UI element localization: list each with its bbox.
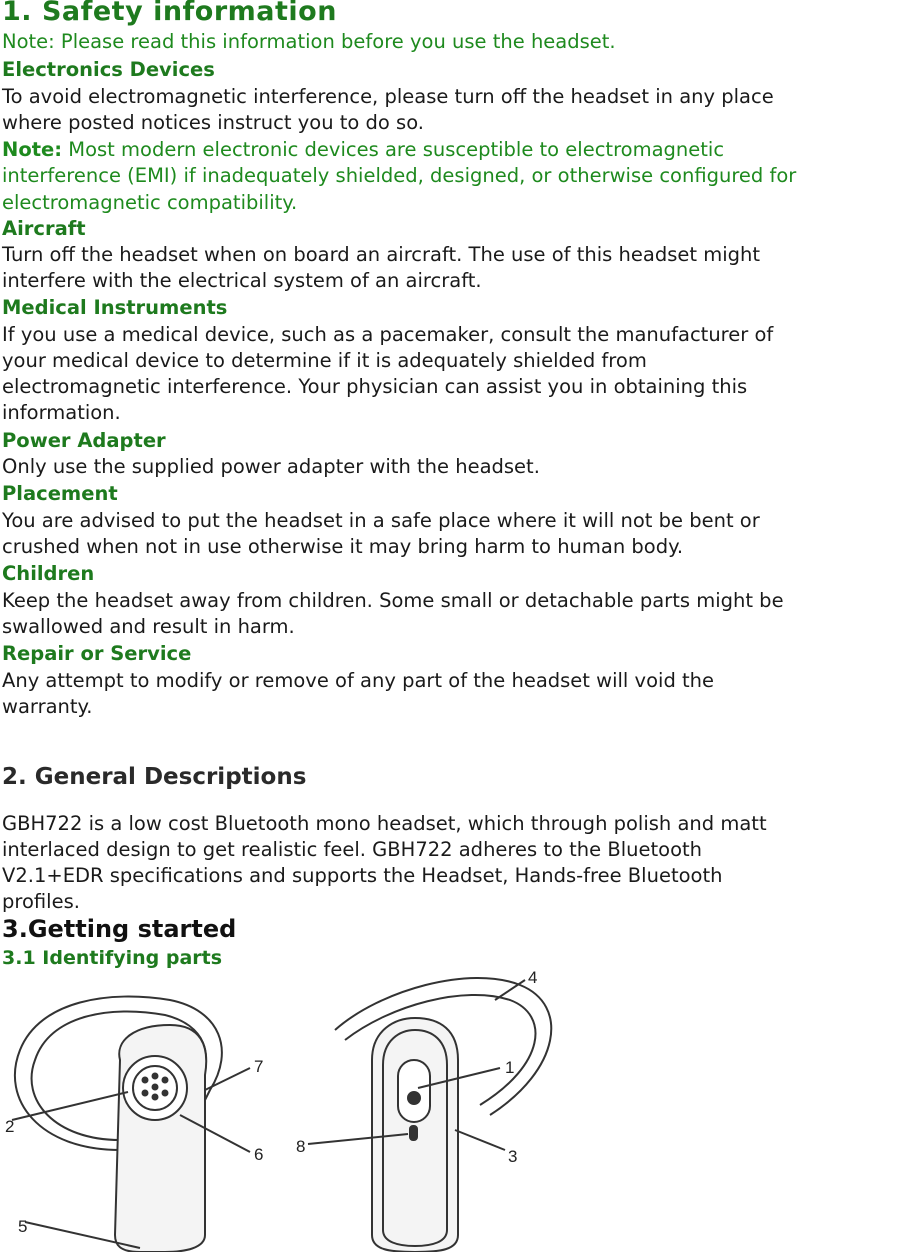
medical-text-1: If you use a medical device, such as a pacemaker, consult the manufacturer of bbox=[2, 323, 774, 346]
repair-text-1: Any attempt to modify or remove of any part of the headset will void the bbox=[2, 669, 715, 692]
placement-heading: Placement bbox=[2, 482, 118, 505]
placement-text-2: crushed when not in use otherwise it may bring harm to human body. bbox=[2, 535, 684, 558]
power-heading: Power Adapter bbox=[2, 429, 166, 452]
power-text-1: Only use the supplied power adapter with the headset. bbox=[2, 455, 540, 478]
general-text-2: interlaced design to get realistic feel. GBH722 adheres to the Bluetooth bbox=[2, 838, 703, 861]
callout-2: 2 bbox=[5, 1117, 15, 1136]
aircraft-text-1: Turn off the headset when on board an aircraft. The use of this headset might bbox=[2, 243, 760, 266]
medical-heading: Medical Instruments bbox=[2, 296, 228, 319]
headset-parts-diagram bbox=[0, 966, 898, 1252]
electronics-text-1: To avoid electromagnetic interference, please turn off the headset in any place bbox=[2, 85, 774, 108]
electronics-note-3: electromagnetic compatibility. bbox=[2, 191, 298, 214]
electronics-note-2: interference (EMI) if inadequately shielded, designed, or otherwise configured for bbox=[2, 164, 797, 187]
electronics-heading: Electronics Devices bbox=[2, 58, 215, 81]
callout-8: 8 bbox=[296, 1137, 306, 1156]
callout-5: 5 bbox=[18, 1217, 28, 1236]
section2-title: 2. General Descriptions bbox=[2, 764, 307, 790]
children-text-1: Keep the headset away from children. Some small or detachable parts might be bbox=[2, 589, 784, 612]
callout-6: 6 bbox=[254, 1145, 264, 1164]
aircraft-heading: Aircraft bbox=[2, 217, 86, 240]
electronics-note-1 bbox=[2, 137, 724, 163]
safety-note: Note: Please read this information before you use the headset. bbox=[2, 30, 616, 53]
electronics-note-label: Note: bbox=[2, 138, 63, 161]
general-text-4: profiles. bbox=[2, 890, 80, 913]
placement-text-1: You are advised to put the headset in a safe place where it will not be bent or bbox=[2, 509, 760, 532]
children-text-2: swallowed and result in harm. bbox=[2, 615, 295, 638]
repair-text-2: warranty. bbox=[2, 695, 93, 718]
medical-text-4: information. bbox=[2, 401, 121, 424]
repair-heading: Repair or Service bbox=[2, 642, 192, 665]
section1-title: 1. Safety information bbox=[2, 0, 337, 27]
right-led bbox=[410, 1126, 417, 1140]
children-heading: Children bbox=[2, 562, 95, 585]
right-button-center bbox=[408, 1092, 420, 1104]
callout-4: 4 bbox=[528, 968, 538, 987]
general-text-3: V2.1+EDR specifications and supports the Headset, Hands-free Bluetooth bbox=[2, 864, 723, 887]
callout-7: 7 bbox=[254, 1057, 264, 1076]
aircraft-text-2: interfere with the electrical system of an aircraft. bbox=[2, 269, 482, 292]
callout-1: 1 bbox=[505, 1058, 515, 1077]
medical-text-3: electromagnetic interference. Your physician can assist you in obtaining this bbox=[2, 375, 748, 398]
general-text-1: GBH722 is a low cost Bluetooth mono headset, which through polish and matt bbox=[2, 812, 767, 835]
electronics-note-text: Most modern electronic devices are susceptible to electromagnetic bbox=[62, 138, 725, 161]
medical-text-2: your medical device to determine if it is adequately shielded from bbox=[2, 349, 647, 372]
electronics-text-2: where posted notices instruct you to do so. bbox=[2, 111, 424, 134]
callout-3: 3 bbox=[508, 1147, 518, 1166]
section3-subtitle: 3.1 Identifying parts bbox=[2, 947, 223, 969]
section3-title: 3.Getting started bbox=[2, 915, 237, 943]
